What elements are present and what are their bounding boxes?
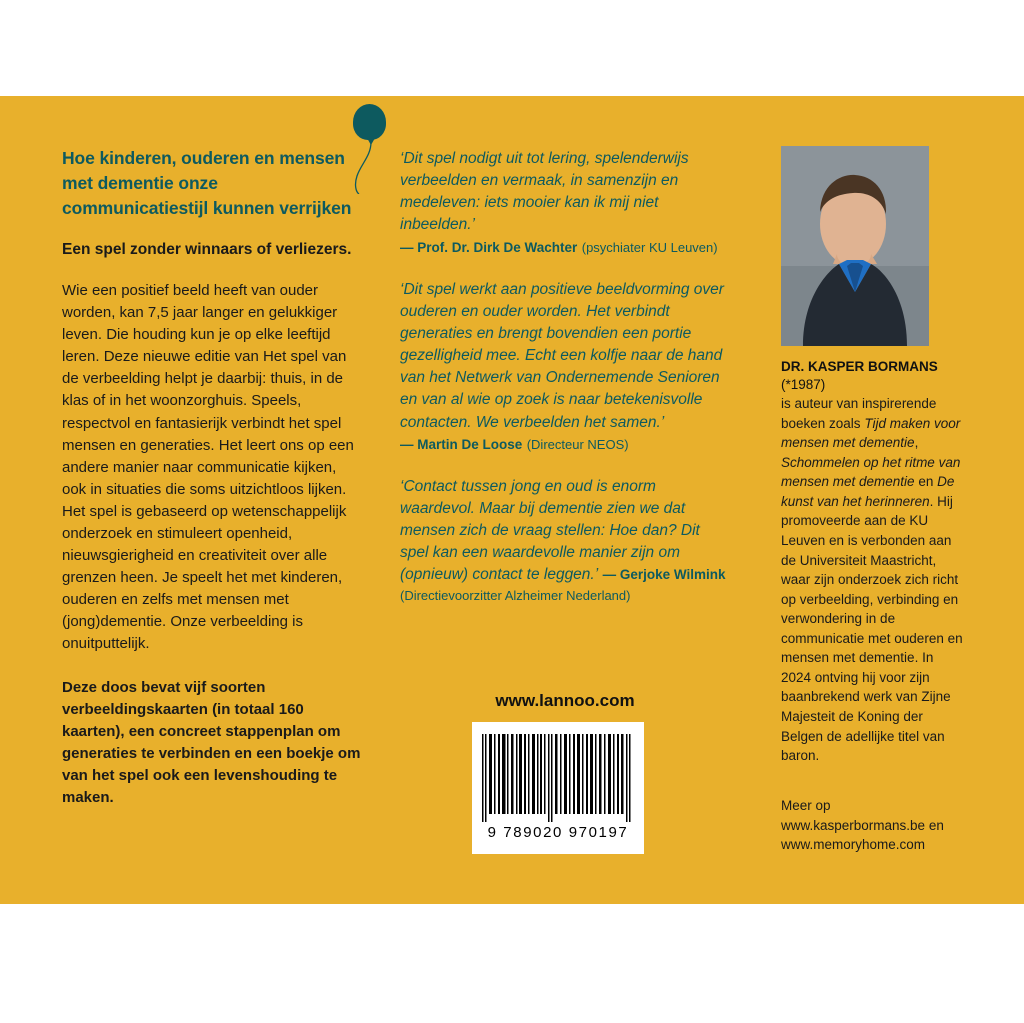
barcode-bars-icon <box>482 734 634 822</box>
quote-text: ‘Dit spel werkt aan positieve beeldvorming over ouderen en ouder worden. Het verbindt generaties en brengt bovendien een portie gezelligheid mee. Echt een kolfje naar de hand van het Netwerk van Ondernemende Senioren en van al wie op zoek is naar betekenisvolle contacten. We verbeelden het samen.’ <box>400 280 724 431</box>
quotes-column <box>400 148 730 627</box>
cover-panel <box>0 96 1024 904</box>
subheadline: Een spel zonder winnaars of verliezers. <box>62 240 352 258</box>
balloon-bulb <box>353 104 386 140</box>
quote-attribution: — Prof. Dr. Dirk De Wachter <box>400 239 578 255</box>
more-label: Meer op <box>781 798 831 813</box>
barcode-digits: 9 789020 970197 <box>487 824 629 841</box>
quote-attribution-line <box>400 239 730 257</box>
author-portrait-image <box>781 146 929 346</box>
balloon-icon <box>345 104 405 194</box>
barcode <box>472 722 644 854</box>
quote-block <box>400 279 730 454</box>
publisher-url[interactable]: www.lannoo.com <box>495 691 635 710</box>
author-portrait <box>781 146 929 346</box>
bio-part-3: en <box>914 474 938 490</box>
author-name: DR. KASPER BORMANS <box>781 359 938 374</box>
quote-block <box>400 476 730 605</box>
author-bio <box>781 394 963 766</box>
quote-attribution-line <box>400 436 730 454</box>
quote-attribution-role-line <box>400 587 730 605</box>
more-info-block <box>781 796 981 855</box>
bio-part-4: . Hij promoveerde aan de KU Leuven en is verbonden aan de Universiteit Maastricht, waar zijn onderzoek zich richt op verbeelding, verbinding en verwondering in de communicatie met ouderen en mensen met dementie. In 2024 ontving hij voor zijn baanbrekend werk van Zijne Majesteit de Koning der Belgen de adellijke titel van baron. <box>781 493 963 764</box>
bio-title-1: Tijd maken voor mensen met dementie <box>781 415 961 451</box>
quote-text: ‘Dit spel nodigt uit tot lering, spelenderwijs verbeelden en vermaak, in samenzijn en medeleven: iets mooier kan ik mij niet inbeelden.’ <box>400 150 689 234</box>
body-paragraph: Wie een positief beeld heeft van ouder worden, kan 7,5 jaar langer en gelukkiger leven. Die houding kun je op elke leeftijd leren. Deze nieuwe editie van Het spel van de verbeelding helpt je daarbij: thuis, in de klas of in het woonzorghuis. Speels, respectvol en fantasierijk verbindt het spel mensen en generaties. Het leert ons op een andere manier naar communicatie kijken, ook in situaties die soms uitzichtloos lijken. Het spel is gebaseerd op wetenschappelijk onderzoek en stimuleert openheid, nieuwsgierigheid en creativiteit over alle grenzen heen. Je speelt het met kinderen, ouderen en zelfs met mensen met (jong)dementie. Onze verbeelding is onuitputtelijk. <box>62 282 354 652</box>
headline: Hoe kinderen, ouderen en mensen met dementie onze communicatiestijl kunnen verrijken <box>62 148 352 218</box>
quote-attribution-role: (Directeur NEOS) <box>526 436 629 452</box>
author-website-1[interactable]: www.kasperbormans.be en <box>781 817 944 833</box>
quote-attribution: — Gerjoke Wilmink <box>602 567 726 583</box>
author-name-line <box>781 358 963 394</box>
quote-text: ‘Contact tussen jong en oud is enorm waardevol. Maar bij dementie zien we dat mensen zich de vraag stellen: Hoe dan? Dit spel kan een waardevolle manier zijn om (opnieuw) contact te leggen.’ <box>400 477 700 584</box>
bio-title-2: Schommelen op het ritme van mensen met dementie <box>781 454 961 490</box>
quote-attribution-role: (psychiater KU Leuven) <box>581 239 718 255</box>
author-column <box>781 146 963 766</box>
balloon-string-icon <box>345 142 405 194</box>
left-text-column <box>62 146 362 809</box>
quote-attribution: — Martin De Loose <box>400 436 523 452</box>
bio-part-2: , <box>914 435 919 451</box>
bio-part-1: is auteur van inspirerende boeken zoals <box>781 396 937 431</box>
bio-title-3: De kunst van het herinneren <box>781 474 955 509</box>
closing-paragraph: Deze doos bevat vijf soorten verbeeldingskaarten (in totaal 160 kaarten), een concreet stappenplan om generaties te verbinden en een boekje om van het spel ook een levenshouding te maken. <box>62 679 361 807</box>
author-website-2[interactable]: www.memoryhome.com <box>781 837 926 853</box>
author-birth-year: (*1987) <box>781 377 826 392</box>
quote-attribution-role: (Directievoorzitter Alzheimer Nederland) <box>400 587 631 603</box>
quote-block <box>400 148 730 257</box>
